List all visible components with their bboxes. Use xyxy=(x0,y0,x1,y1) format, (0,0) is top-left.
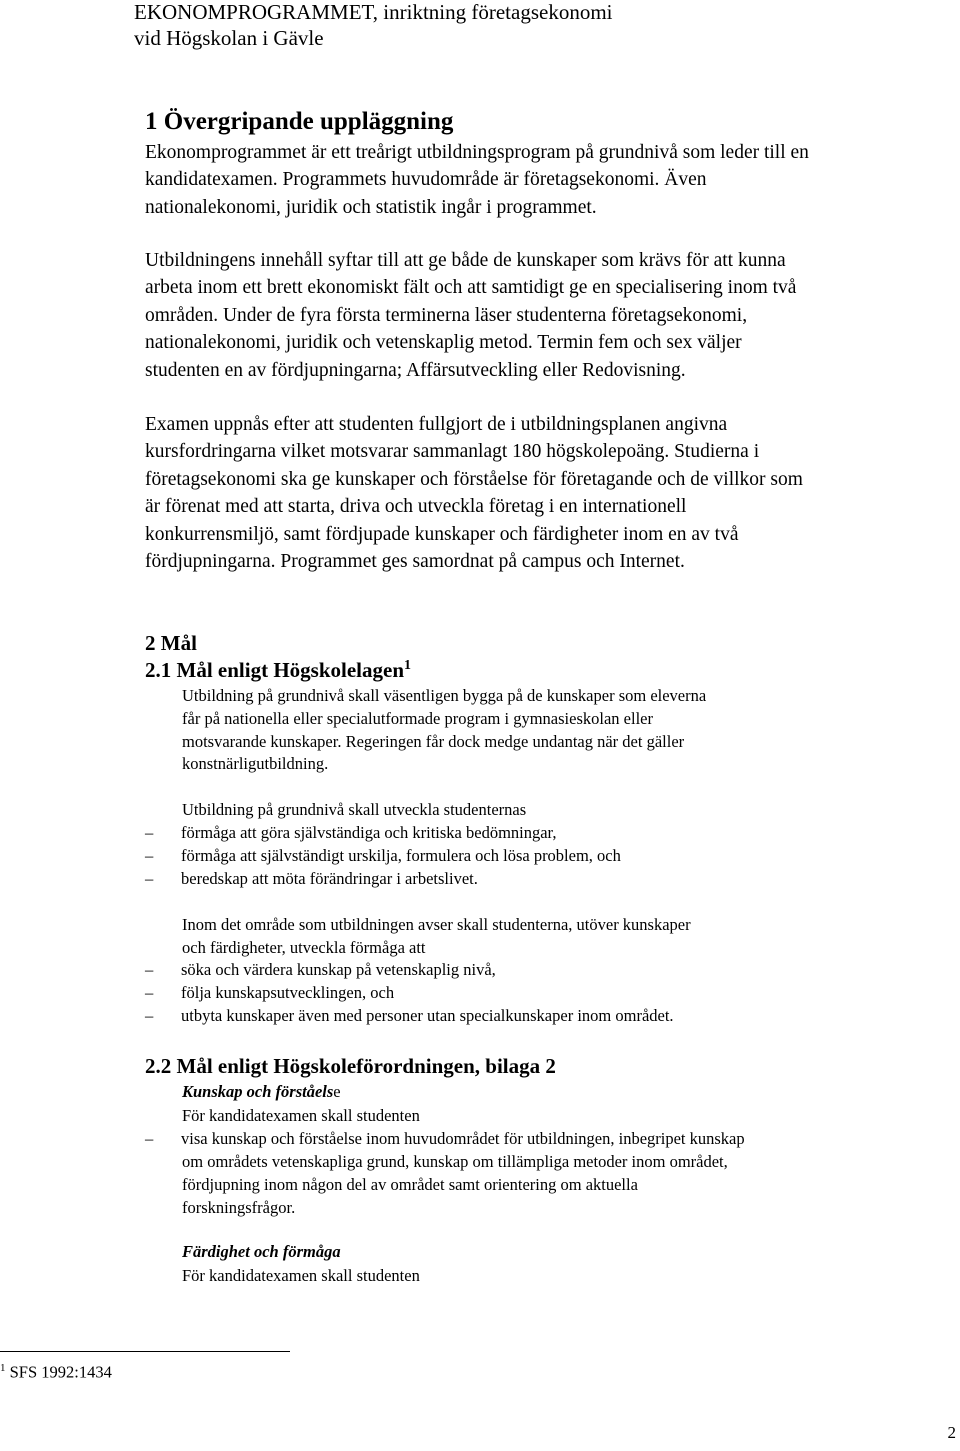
text-line: arbeta inom ett brett ekonomiskt fält och att samtidigt ge en specialisering inom två xyxy=(145,277,797,299)
list-item: – förmåga att göra självständiga och kritiska bedömningar, xyxy=(145,822,557,845)
dash-bullet-icon: – xyxy=(145,869,154,888)
dash-bullet-icon: – xyxy=(145,983,154,1002)
dash-bullet-icon: – xyxy=(145,823,154,842)
text-line: Utbildning på grundnivå skall väsentligen bygga på de kunskaper som eleverna xyxy=(182,686,707,705)
list-item: – förmåga att självständigt urskilja, formulera och lösa problem, och xyxy=(145,845,621,868)
text-line: fördjupningarna. Programmet ges samordnat på campus och Internet. xyxy=(145,551,685,573)
text-line: konstnärligutbildning. xyxy=(182,754,329,774)
quote2-intro: Utbildning på grundnivå skall utveckla studenternas xyxy=(182,800,527,819)
dash-bullet-icon: – xyxy=(145,1006,154,1025)
footnote xyxy=(0,1362,112,1383)
kunskap-heading: Kunskap och förståelse xyxy=(182,1082,341,1101)
text-line: företagsekonomi ska ge kunskaper och förståelse för företagande och de villkor som xyxy=(145,468,803,490)
list-item: – visa kunskap och förståelse inom huvudområdet för utbildningen, inbegripet kunskap xyxy=(145,1128,745,1151)
dash-bullet-icon: – xyxy=(145,960,154,979)
document-header-line1: EKONOMPROGRAMMET, inriktning företagsekonomi xyxy=(134,0,613,24)
text-line: kandidatexamen. Programmets huvudområde är företagsekonomi. Även xyxy=(145,169,707,191)
text-line: Ekonomprogrammet är ett treårigt utbildningsprogram på grundnivå som leder till en xyxy=(145,142,809,163)
subsection-heading-text: 2.1 Mål enligt Högskolelagen xyxy=(145,658,404,682)
footnote-text: SFS 1992:1434 xyxy=(9,1362,112,1382)
footnote-divider xyxy=(0,1351,290,1352)
text-line: forskningsfrågor. xyxy=(182,1197,296,1217)
fardighet-heading: Färdighet och förmåga xyxy=(182,1242,341,1261)
text-line: Inom det område som utbildningen avser skall studenterna, utöver kunskaper xyxy=(182,915,691,934)
text-line: Examen uppnås efter att studenten fullgjort de i utbildningsplanen angivna xyxy=(145,414,728,435)
text-line: nationalekonomi, juridik och vetenskaplig metod. Termin fem och sex väljer xyxy=(145,332,742,354)
list-item: – utbyta kunskaper även med personer utan specialkunskaper inom området. xyxy=(145,1005,674,1028)
kunskap-item-continuation xyxy=(182,1151,728,1219)
list-item: – söka och värdera kunskap på vetenskaplig nivå, xyxy=(145,959,496,982)
footnote-mark: 1 xyxy=(0,1362,6,1374)
text-line: kursfordringarna vilket motsvarar sammanlagt 180 högskolepoäng. Studierna i xyxy=(145,441,760,463)
page-number: 2 xyxy=(947,1423,956,1442)
text-line: motsvarande kunskaper. Regeringen får dock medge undantag när det gäller xyxy=(182,731,685,751)
dash-bullet-icon: – xyxy=(145,1129,154,1148)
text-line: konkurrensmiljö, samt fördjupade kunskaper och färdigheter inom en av två xyxy=(145,523,739,545)
quote-block-1 xyxy=(182,685,706,776)
paragraph-content xyxy=(145,247,796,384)
text-line: är förenat med att starta, driva och utveckla företag i en internationell xyxy=(145,496,687,518)
section-heading-mal: 2 Mål xyxy=(145,631,197,655)
text-line: och färdigheter, utveckla förmåga att xyxy=(182,937,426,957)
footnote-reference[interactable]: 1 xyxy=(404,658,411,673)
quote3-intro xyxy=(182,914,691,960)
paragraph-intro xyxy=(145,139,809,221)
text-line: nationalekonomi, juridik och statistik ingår i programmet. xyxy=(145,196,597,218)
kunskap-intro: För kandidatexamen skall studenten xyxy=(182,1106,420,1125)
text-line: om områdets vetenskapliga grund, kunskap om tillämpliga metoder inom området, xyxy=(182,1152,728,1171)
text-line: får på nationella eller specialutformade program i gymnasieskolan eller xyxy=(182,708,653,728)
text-line: områden. Under de fyra första terminerna läser studenterna företagsekonomi, xyxy=(145,304,748,326)
subsection-heading-hogskoleforordningen: 2.2 Mål enligt Högskoleförordningen, bilaga 2 xyxy=(145,1054,556,1078)
list-item: – beredskap att möta förändringar i arbetslivet. xyxy=(145,868,478,891)
dash-bullet-icon: – xyxy=(145,846,154,865)
fardighet-intro: För kandidatexamen skall studenten xyxy=(182,1266,420,1285)
text-line: studenten en av fördjupningarna; Affärsutveckling eller Redovisning. xyxy=(145,359,686,381)
document-header-line2: vid Högskolan i Gävle xyxy=(134,26,324,50)
paragraph-examen xyxy=(145,411,803,575)
text-line: Utbildningens innehåll syftar till att ge både de kunskaper som krävs för att kunna xyxy=(145,250,786,271)
list-item: – följa kunskapsutvecklingen, och xyxy=(145,982,394,1005)
subsection-heading-hogskolelagen xyxy=(145,658,411,683)
text-line: fördjupning inom någon del av området samt orientering om aktuella xyxy=(182,1174,638,1194)
section-heading-overview: 1 Övergripande uppläggning xyxy=(145,108,454,135)
